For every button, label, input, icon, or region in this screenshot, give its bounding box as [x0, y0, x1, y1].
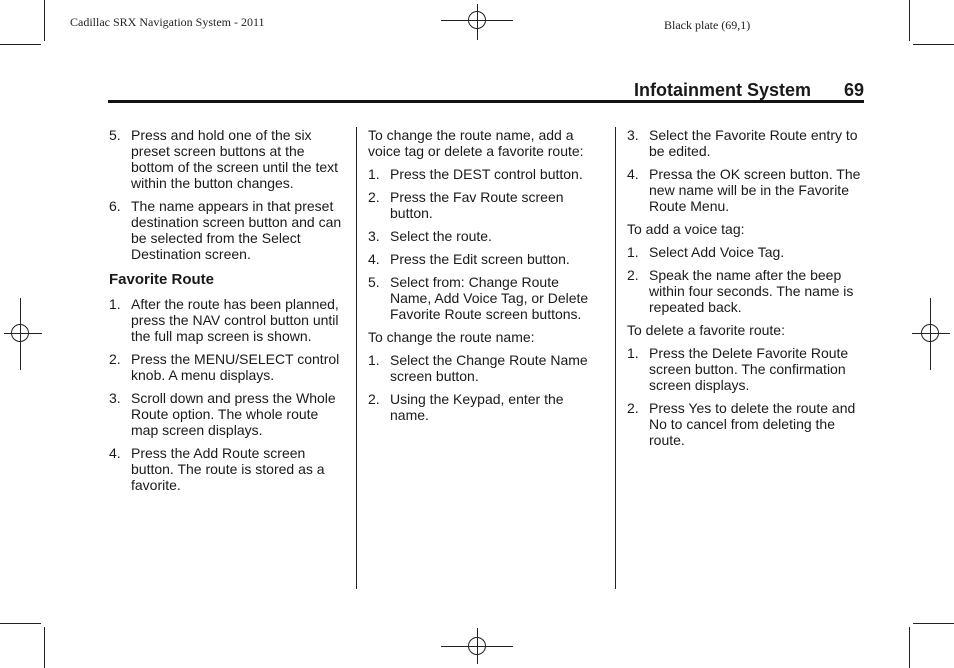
list-number: 5. — [109, 127, 121, 143]
list-text: Select from: Change Route Name, Add Voice Tag, or Delete Favorite Route screen buttons. — [390, 274, 589, 322]
list-text: Press the DEST control button. — [390, 166, 583, 182]
list-number: 2. — [627, 267, 639, 283]
paragraph: To add a voice tag: — [627, 221, 745, 237]
paragraph: To change the route name: — [368, 329, 535, 345]
registration-circle — [921, 324, 939, 342]
page-number: 69 — [843, 80, 864, 100]
list-text: Press the MENU/SELECT control knob. A menu displays. — [131, 351, 340, 383]
crop-mark — [44, 0, 45, 41]
crop-mark — [0, 623, 41, 624]
column-divider — [356, 127, 357, 589]
list-item — [627, 166, 864, 214]
list-number: 4. — [627, 166, 639, 182]
list-number: 3. — [368, 228, 380, 244]
paragraph: To change the route name, add a voice tag or delete a favorite route: — [368, 127, 584, 159]
registration-circle — [11, 324, 29, 342]
column-3 — [627, 127, 864, 455]
crop-mark — [44, 627, 45, 668]
list-number: 2. — [109, 351, 121, 367]
list-item — [368, 274, 600, 322]
list-item — [368, 352, 600, 384]
list-number: 1. — [627, 244, 639, 260]
list-text: Press the Add Route screen button. The route is stored as a favorite. — [131, 445, 325, 493]
list-item — [109, 351, 345, 383]
list-text: Press the Edit screen button. — [390, 251, 570, 267]
list-text: Scroll down and press the Whole Route option. The whole route map screen displays. — [131, 390, 336, 438]
list-number: 3. — [109, 390, 121, 406]
list-text: Press and hold one of the six preset screen buttons at the bottom of the screen until the text within the button changes. — [131, 127, 339, 191]
crop-mark — [909, 627, 910, 668]
list-item — [109, 445, 345, 493]
list-item — [627, 345, 864, 393]
crop-mark — [913, 44, 954, 45]
document-meta-right: Black plate (69,1) — [664, 18, 751, 32]
paragraph: To delete a favorite route: — [627, 322, 785, 338]
subheading-favorite-route: Favorite Route — [109, 271, 215, 288]
list-number: 5. — [368, 274, 380, 290]
list-text: Select Add Voice Tag. — [649, 244, 785, 260]
crop-mark — [0, 44, 41, 45]
page-header — [108, 80, 864, 102]
list-item — [109, 198, 345, 262]
list-item — [368, 391, 600, 423]
list-item — [368, 166, 600, 182]
registration-circle — [468, 11, 486, 29]
list-number: 1. — [109, 296, 121, 312]
list-number: 2. — [368, 391, 380, 407]
list-text: Using the Keypad, enter the name. — [390, 391, 564, 423]
list-text: Press Yes to delete the route and No to cancel from deleting the route. — [649, 400, 856, 448]
list-text: Speak the name after the beep within four seconds. The name is repeated back. — [649, 267, 854, 315]
list-item — [109, 127, 345, 191]
list-number: 1. — [368, 166, 380, 182]
list-number: 3. — [627, 127, 639, 143]
list-number: 6. — [109, 198, 121, 214]
list-item — [627, 267, 864, 315]
list-item — [109, 390, 345, 438]
list-item — [368, 228, 600, 244]
list-item — [368, 189, 600, 221]
list-item — [368, 251, 600, 267]
list-text: Press the Fav Route screen button. — [390, 189, 564, 221]
list-text: Press the Delete Favorite Route screen button. The confirmation screen displays. — [649, 345, 849, 393]
list-number: 2. — [627, 400, 639, 416]
list-item — [109, 296, 345, 344]
list-number: 1. — [368, 352, 380, 368]
crop-mark — [913, 623, 954, 624]
column-divider — [615, 127, 616, 589]
crop-mark — [909, 0, 910, 41]
list-number: 4. — [368, 251, 380, 267]
header-rule — [108, 100, 864, 103]
list-text: The name appears in that preset destination screen button and can be selected from the Select Destination screen. — [131, 198, 342, 262]
list-text: Pressa the OK screen button. The new name will be in the Favorite Route Menu. — [649, 166, 861, 214]
registration-circle — [468, 637, 486, 655]
column-2 — [368, 127, 600, 430]
list-item — [627, 400, 864, 448]
list-item — [627, 127, 864, 159]
list-text: Select the Change Route Name screen button. — [390, 352, 588, 384]
list-number: 4. — [109, 445, 121, 461]
list-number: 1. — [627, 345, 639, 361]
column-1 — [109, 127, 345, 500]
list-text: Select the Favorite Route entry to be edited. — [649, 127, 858, 159]
list-text: After the route has been planned, press the NAV control button until the full map screen is shown. — [131, 296, 339, 344]
list-number: 2. — [368, 189, 380, 205]
document-meta-left: Cadillac SRX Navigation System - 2011 — [70, 15, 265, 29]
list-item — [627, 244, 864, 260]
list-text: Select the route. — [390, 228, 492, 244]
section-title: Infotainment System — [633, 80, 811, 100]
